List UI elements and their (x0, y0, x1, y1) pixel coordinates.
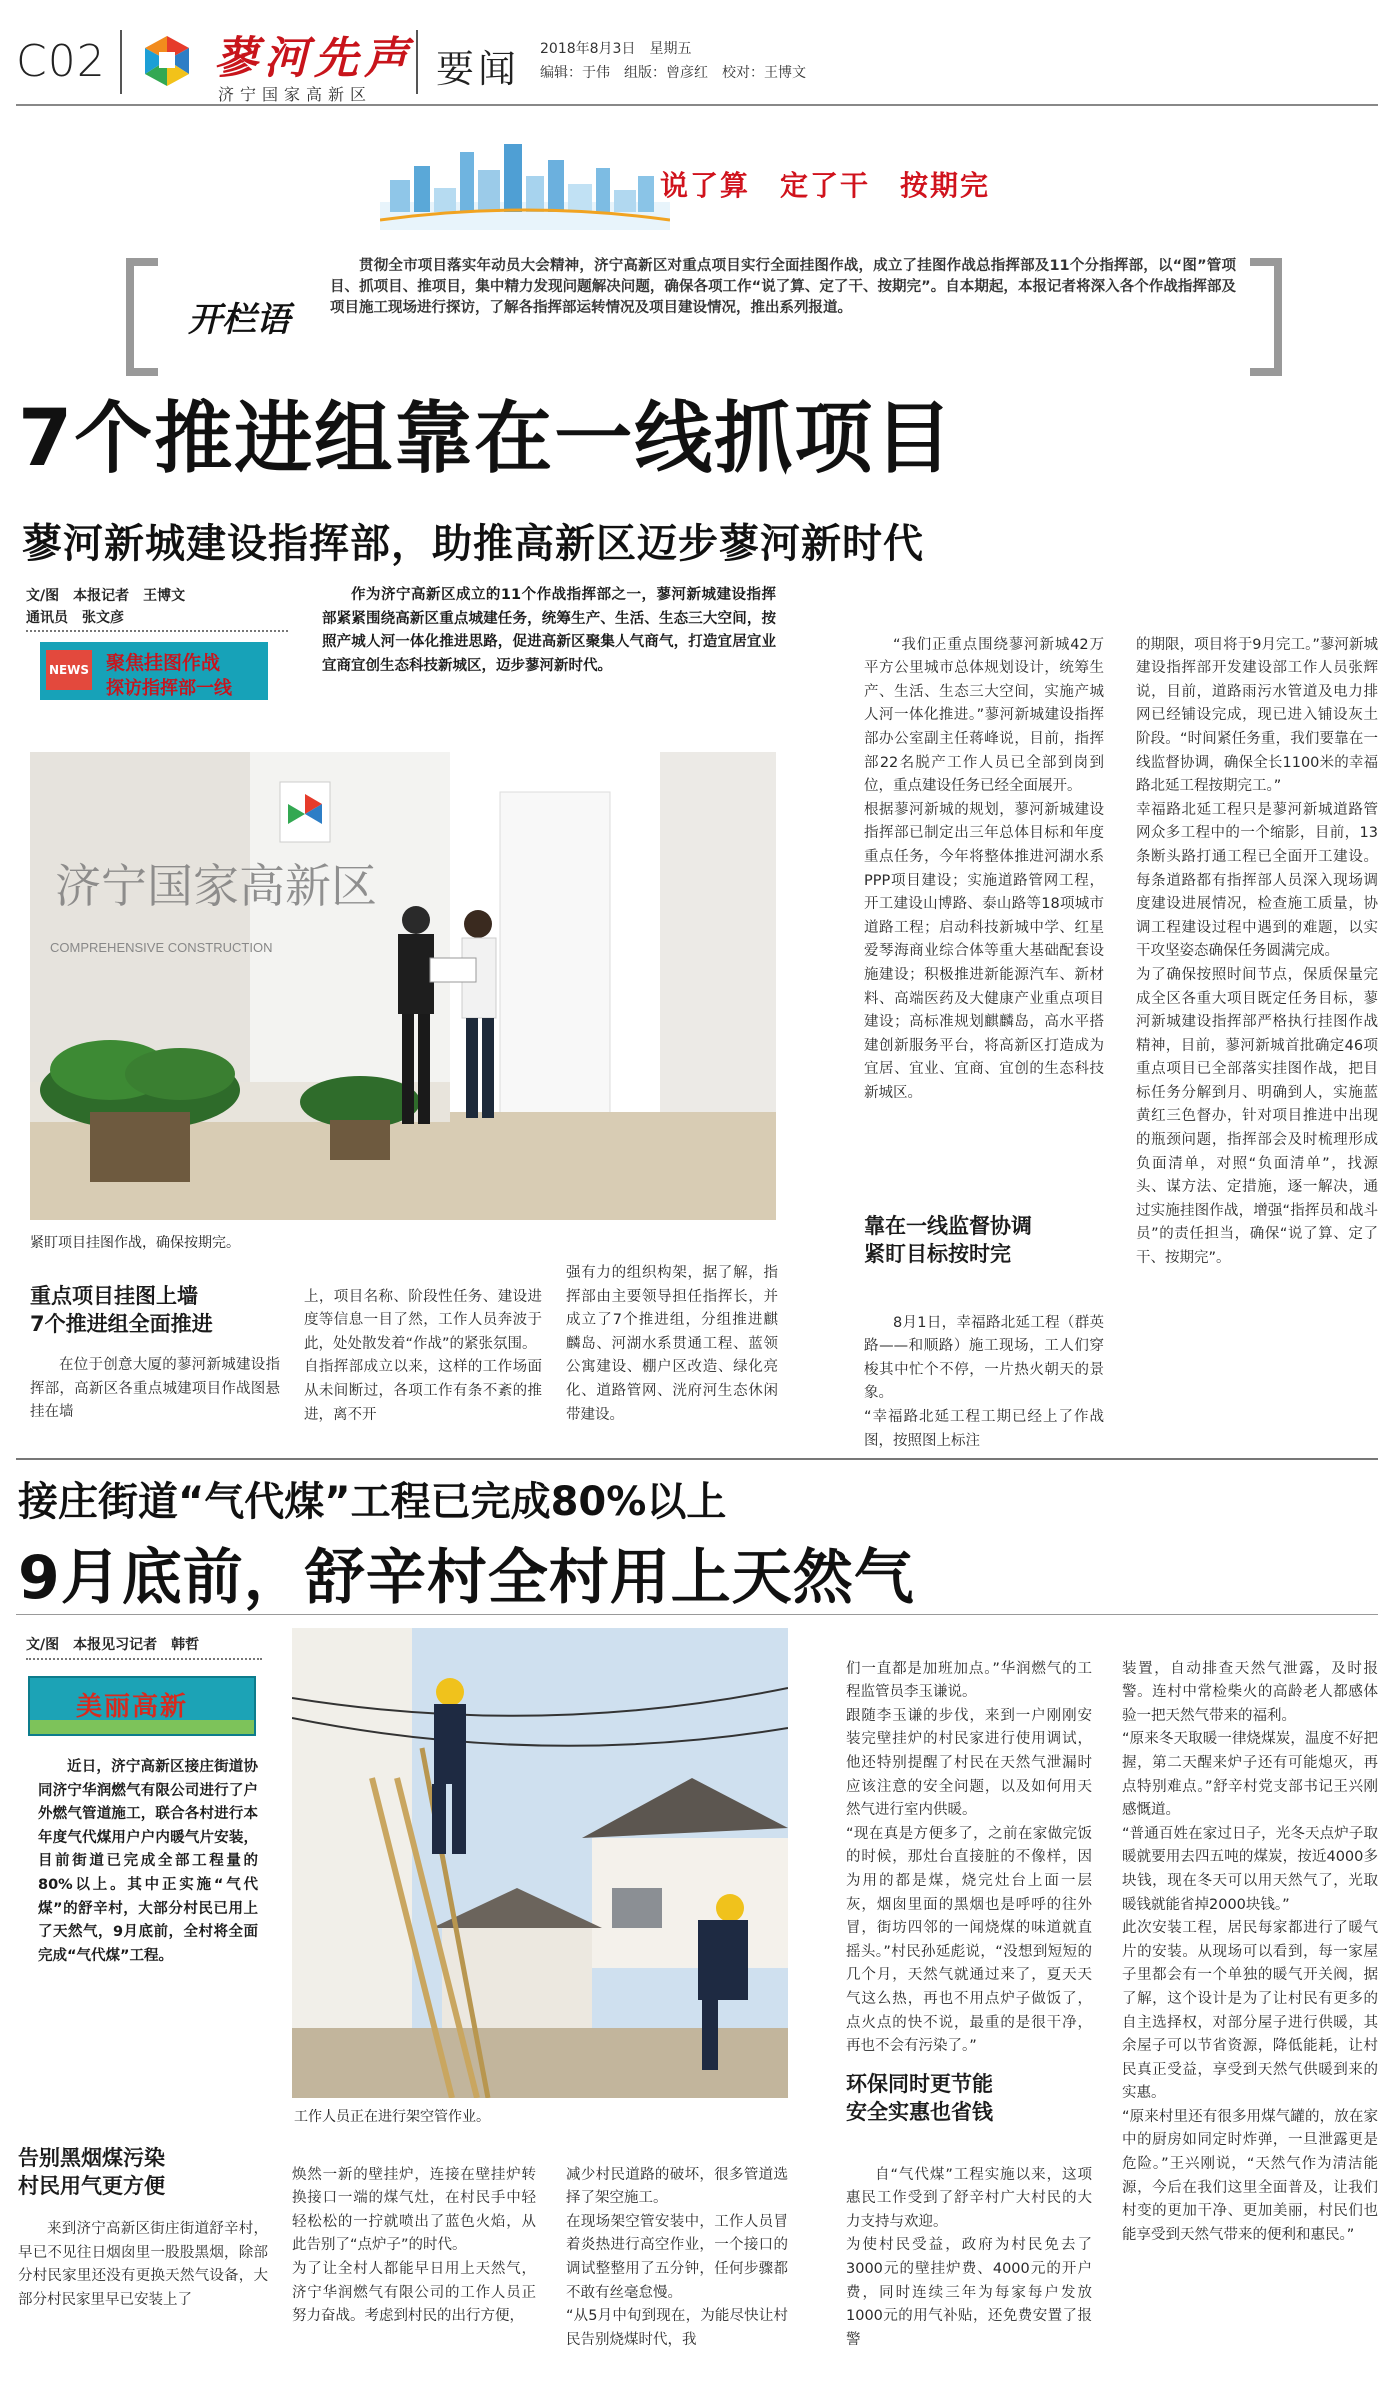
focus-tag (40, 642, 268, 700)
header-divider-2 (416, 30, 418, 94)
story1-col4b: 8月1日，幸福路北延工程（群英路——和顺路）施工现场，工人们穿梭其中忙个不停，一片热火朝天的景象。 “幸福路北延工程工期已经上了作战图，按照图上标注 (864, 1314, 1104, 1449)
story1-headline: 7个推进组靠在一线抓项目 (18, 394, 955, 484)
focus-tag-line2: 探访指挥部一线 (106, 678, 232, 699)
paper-subtitle: 济宁国家高新区 (218, 85, 373, 104)
story1-photo-caption: 紧盯项目挂图作战，确保按期完。 (30, 1235, 240, 1251)
story2-byline: 文/图 本报见习记者 韩哲 (26, 1637, 200, 1653)
page-number: C02 (16, 36, 106, 87)
beautiful-tag-text: 美丽高新 (76, 1692, 189, 1722)
story1-subheadline: 蓼河新城建设指挥部，助推高新区迈步蓼河新时代 (22, 521, 924, 567)
intro-label: 开栏语 (188, 300, 290, 340)
story2-col5: 装置，自动排查天然气泄露，及时报警。连村中常检柴火的高龄老人都感体验一把天然气带来的福利。 “原来冬天取暖一律烧煤炭，温度不好把握，第二天醒来炉子还有可能熄灭，再点特别难点。”舒辛村党支部书记王兴刚感慨道。 “普通百姓在家过日子，光冬天点炉子取暖就要用去四五吨的煤炭，按近4000多块钱，现在冬天可以用天然气了，光取暖钱就能省掉2000块钱。” 此次安装工程，居民每家都进行了暖气片的安装。从现场可以看到，每一家屋子里都会有一个单独的暖气开关阀，据了解，这个设计是为了让村民有更多的自主选择权，对部分屋子进行供暖，其余屋子可以节省资源，降低能耗，让村民真正受益，享受到天然气供暖到来的实惠。 “原来村里还有很多用煤气罐的，放在家中的厨房如同定时炸弹，一旦泄露更是危险。”王兴刚说，“天然气作为清洁能源，今后在我们这里全面普及，让我们村变的更加干净、更加美丽，村民们也能享受到天然气带来的便利和惠民。” (1122, 1660, 1378, 2243)
section-rule (16, 1458, 1378, 1460)
paper-name: 蓼河先声 (214, 33, 414, 84)
story2-col2: 焕然一新的壁挂炉，连接在壁挂炉转换接口一端的煤气灶，在村民手中轻轻松松的一拧就喷出了蓝色火焰，从此告别了“点炉子”的时代。 为了让全村人都能早日用上天然气，济宁华润燃气有限公司的工作人员正努力奋战。考虑到村民的出行方便， (292, 2166, 536, 2325)
intro-bracket-right (1250, 258, 1282, 376)
story1-sub2: 靠在一线监督协调 紧盯目标按时完 (864, 1214, 1032, 1266)
story1-sub1: 重点项目挂图上墙 7个推进组全面推进 (30, 1284, 213, 1336)
story1-col3: 强有力的组织构架，据了解，指挥部由主要领导担任指挥长，并成立了7个推进组，分组推进麒麟岛、河湖水系贯通工程、蓝领公寓建设、棚户区改造、绿化亮化、道路管网、洸府河生态休闲带建设。 (566, 1265, 778, 1423)
story2-sub2: 环保同时更节能 安全实惠也省钱 (846, 2072, 993, 2124)
city-skyline-banner (380, 140, 670, 230)
story2-col4: 们一直都是加班加点。”华润燃气的工程监管员李玉谦说。 跟随李玉谦的步伐，来到一户刚刚安装完壁挂炉的村民家进行使用调试，他还特别提醒了村民在天然气泄漏时应该注意的安全问题，以及如何用天然气进行室内供暖。 “现在真是方便多了，之前在家做完饭的时候，那灶台直接脏的不像样，因为用的都是煤，烧完灶台上面一层灰，烟囱里面的黑烟也是呼呼的往外冒，街坊四邻的一闻烧煤的味道就直摇头。”村民孙延彪说，“没想到短短的几个月，天然气就通过来了，夏天天气这么热，再也不用点炉子做饭了，点火点的快不说，最重的是很干净，再也不会有污染了。” (846, 1660, 1092, 2055)
beautiful-tag (28, 1676, 256, 1736)
story2-headline1: 接庄街道“气代煤”工程已完成80%以上 (18, 1479, 727, 1525)
story1-byline: 文/图 本报记者 王博文 通讯员 张文彦 (26, 588, 186, 626)
story2-headline2: 9月底前，舒辛村全村用上天然气 (18, 1543, 915, 1613)
header-divider-1 (120, 30, 122, 94)
intro-text: 贯彻全市项目落实年动员大会精神，济宁高新区对重点项目实行全面挂图作战，成立了挂图作战总指挥部及11个分指挥部，以“图”管项目、抓项目、推项目，集中精力发现问题解决问题，确保各项工作“说了算、定了干、按期完”。自本期起，本报记者将深入各个作战指挥部及项目施工现场进行探访，了解各指挥部运转情况及项目建设情况，推出系列报道。 (330, 258, 1236, 316)
byline-dotted-rule-2 (26, 1658, 262, 1660)
news-icon: NEWS (46, 650, 92, 690)
intro-bracket-left (126, 258, 158, 376)
header-rule (16, 104, 1378, 106)
svg-text:济宁国家高新区: 济宁国家高新区 (55, 860, 377, 912)
svg-text:COMPREHENSIVE CONSTRUCTION: COMPREHENSIVE CONSTRUCTION (50, 940, 273, 955)
story1-lead: 作为济宁高新区成立的11个作战指挥部之一，蓼河新城建设指挥部紧紧围绕高新区重点城建任务，统筹生产、生活、生态三大空间，按照产城人河一体化推进思路，促进高新区聚集人气商气，打造宜居宜业宜商宜创生态科技新城区，迈步蓼河新时代。 (322, 587, 776, 674)
story2-lead: 近日，济宁高新区接庄街道协同济宁华润燃气有限公司进行了户外燃气管道施工，联合各村进行本年度气代煤用户户内暖气片安装，目前街道已完成全部工程量的80%以上。其中正实施“气代煤”的舒辛村，大部分村民已用上了天然气，9月底前，全村将全面完成“气代煤”工程。 (38, 1759, 258, 1964)
story1-col4: “我们正重点围绕蓼河新城42万平方公里城市总体规划设计，统筹生产、生活、生态三大空间，实施产城人河一体化推进。”蓼河新城建设指挥部办公室副主任蒋峰说，目前，指挥部22名脱产工作人员已全部到岗到位，重点建设任务已经全面展开。 根据蓼河新城的规划，蓼河新城建设指挥部已制定出三年总体目标和年度重点任务，今年将整体推进河湖水系PPP项目建设；实施道路管网工程，开工建设山博路、泰山路等18项城市道路工程；启动科技新城中学、红星爱琴海商业综合体等重大基础配套设施建设；积极推进新能源汽车、新材料、高端医药及大健康产业重点项目建设；高标准规划麒麟岛，高水平搭建创新服务平台，将高新区打造成为宜居、宜业、宜商、宜创的生态科技新城区。 (864, 636, 1104, 1101)
story2-sub1: 告别黑烟煤污染 村民用气更方便 (18, 2146, 165, 2198)
story2-col1: 来到济宁高新区街庄街道舒辛村，早已不见往日烟囱里一股股黑烟，除部分村民家里还没有更换天然气设备，大部分村民家里早已安装上了 (18, 2221, 268, 2308)
story1-col1: 在位于创意大厦的蓼河新城建设指挥部，高新区各重点城建项目作战图悬挂在墙 (30, 1357, 280, 1421)
date-line: 2018年8月3日 星期五 (540, 41, 692, 57)
paper-logo-icon (138, 32, 196, 90)
focus-tag-line1: 聚焦挂图作战 (106, 652, 221, 674)
story1-photo (30, 752, 776, 1220)
story2-photo-caption: 工作人员正在进行架空管作业。 (294, 2109, 490, 2125)
section-name: 要闻 (436, 47, 521, 91)
story2-photo (292, 1628, 788, 2098)
story1-col2: 上，项目名称、阶段性任务、建设进度等信息一目了然，工作人员奔波于此，处处散发着“作战”的紧张氛围。 自指挥部成立以来，这样的工作场面从未间断过，各项工作有条不紊的推进，离不开 (304, 1288, 542, 1423)
story1-col5: 的期限，项目将于9月完工。”蓼河新城建设指挥部开发建设部工作人员张辉说，目前，道路雨污水管道及电力排网已经铺设完成，现已进入铺设灰土阶段。“时间紧任务重，我们要靠在一线监督协调，确保全长1100米的幸福路北延工程按期完工。” 幸福路北延工程只是蓼河新城道路管网众多工程中的一个缩影，目前，13条断头路打通工程已全面开工建设。每条道路都有指挥部人员深入现场调度建设进展情况，检查施工质量，协调工程建设过程中遇到的难题，以实干攻坚姿态确保任务圆满完成。 为了确保按照时间节点，保质保量完成全区各重大项目既定任务目标，蓼河新城建设指挥部严格执行挂图作战精神，目前，蓼河新城首批确定46项重点项目已全部落实挂图作战，把目标任务分解到月、明确到人，实施蓝黄红三色督办，针对项目推进中出现的瓶颈问题，指挥部会及时梳理形成负面清单，对照“负面清单”，找源头、谋方法、定措施，逐一解决，通过实施挂图作战，增强“指挥员和战斗员”的责任担当，确保“说了算、定了干、按期完”。 (1136, 636, 1378, 1267)
story2-col4b: 自“气代煤”工程实施以来，这项惠民工作受到了舒辛村广大村民的大力支持与欢迎。 为使村民受益，政府为村民免去了3000元的壁挂炉费、4000元的开户费，同时连续三年为每家每户发放1000元的用气补贴，还免费安置了报警 (846, 2166, 1092, 2348)
story2-rule (16, 1614, 1378, 1615)
editors-line: 编辑：于伟 组版：曾彦红 校对：王博文 (540, 65, 806, 81)
story2-col3: 减少村民道路的破坏，很多管道选择了架空施工。 在现场架空管安装中，工作人员冒着炎热进行高空作业，一个接口的调试整整用了五分钟，任何步骤都不敢有丝毫怠慢。 “从5月中旬到现在，为能尽快让村民告别烧煤时代，我 (566, 2166, 788, 2348)
banner-slogan: 说了算 定了干 按期完 (660, 169, 991, 202)
byline-dotted-rule (26, 630, 288, 632)
